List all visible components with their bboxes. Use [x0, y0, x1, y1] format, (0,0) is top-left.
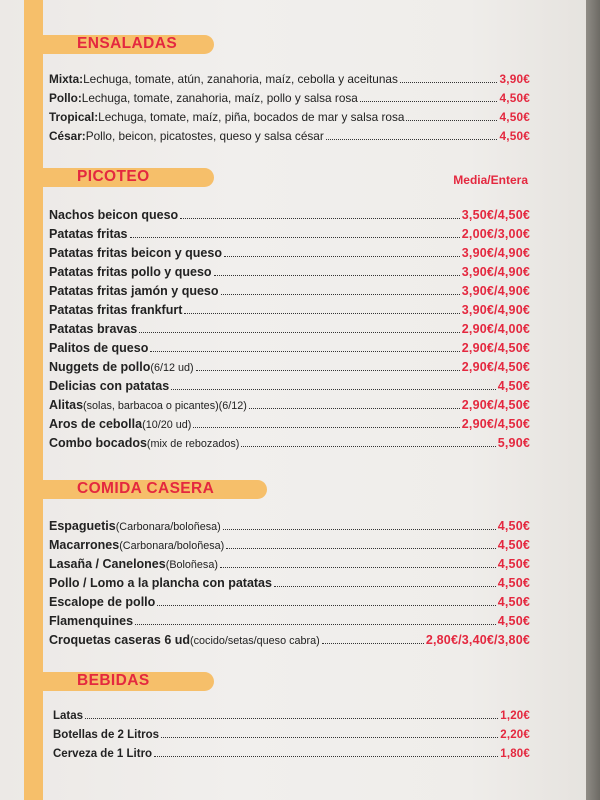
- page-edge: [586, 0, 600, 800]
- menu-item: Patatas bravas 2,90€/4,00€: [49, 322, 530, 336]
- menu-item: Nuggets de pollo (6/12 ud) 2,90€/4,50€: [49, 360, 530, 374]
- menu-item: Tropical: Lechuga, tomate, maíz, piña, bocados de mar y salsa rosa 4,50€: [49, 110, 530, 124]
- menu-item: Delicias con patatas 4,50€: [49, 379, 530, 393]
- menu-item: Alitas (solas, barbacoa o picantes)(6/12) 2,90€/4,50€: [49, 398, 530, 412]
- menu-item: Latas 1,20€: [53, 706, 530, 723]
- section-title-ensaladas: ENSALADAS: [77, 35, 178, 52]
- price-column-header: Media/Entera: [453, 173, 528, 187]
- menu-item: Patatas fritas frankfurt 3,90€/4,90€: [49, 303, 530, 317]
- menu-item: César: Pollo, beicon, picatostes, queso y salsa césar 4,50€: [49, 129, 530, 143]
- menu-item: Patatas fritas pollo y queso 3,90€/4,90€: [49, 265, 530, 279]
- menu-item: Nachos beicon queso 3,50€/4,50€: [49, 208, 530, 222]
- menu-item: Mixta: Lechuga, tomate, atún, zanahoria, maíz, cebolla y aceitunas 3,90€: [49, 72, 530, 86]
- menu-item: Espaguetis (Carbonara/boloñesa) 4,50€: [49, 519, 530, 533]
- menu-item: Botellas de 2 Litros 2,20€: [53, 725, 530, 742]
- menu-item: Patatas fritas jamón y queso 3,90€/4,90€: [49, 284, 530, 298]
- menu-item: Patatas fritas 2,00€/3,00€: [49, 227, 530, 241]
- menu-item: Cerveza de 1 Litro 1,80€: [53, 744, 530, 761]
- menu-item: Lasaña / Canelones (Boloñesa) 4,50€: [49, 557, 530, 571]
- menu-item: Patatas fritas beicon y queso 3,90€/4,90€: [49, 246, 530, 260]
- menu-item: Flamenquines 4,50€: [49, 614, 530, 628]
- menu-item: Pollo: Lechuga, tomate, zanahoria, maíz, pollo y salsa rosa 4,50€: [49, 91, 530, 105]
- menu-item: Combo bocados (mix de rebozados) 5,90€: [49, 436, 530, 450]
- menu-item: Escalope de pollo 4,50€: [49, 595, 530, 609]
- menu-item: Croquetas caseras 6 ud (cocido/setas/queso cabra) 2,80€/3,40€/3,80€: [49, 633, 530, 647]
- section-title-comida-casera: COMIDA CASERA: [77, 480, 215, 497]
- section-title-bebidas: BEBIDAS: [77, 672, 150, 689]
- menu-item: Macarrones (Carbonara/boloñesa) 4,50€: [49, 538, 530, 552]
- section-title-picoteo: PICOTEO: [77, 168, 150, 185]
- menu-item: Aros de cebolla (10/20 ud) 2,90€/4,50€: [49, 417, 530, 431]
- menu-item: Palitos de queso 2,90€/4,50€: [49, 341, 530, 355]
- menu-item: Pollo / Lomo a la plancha con patatas 4,50€: [49, 576, 530, 590]
